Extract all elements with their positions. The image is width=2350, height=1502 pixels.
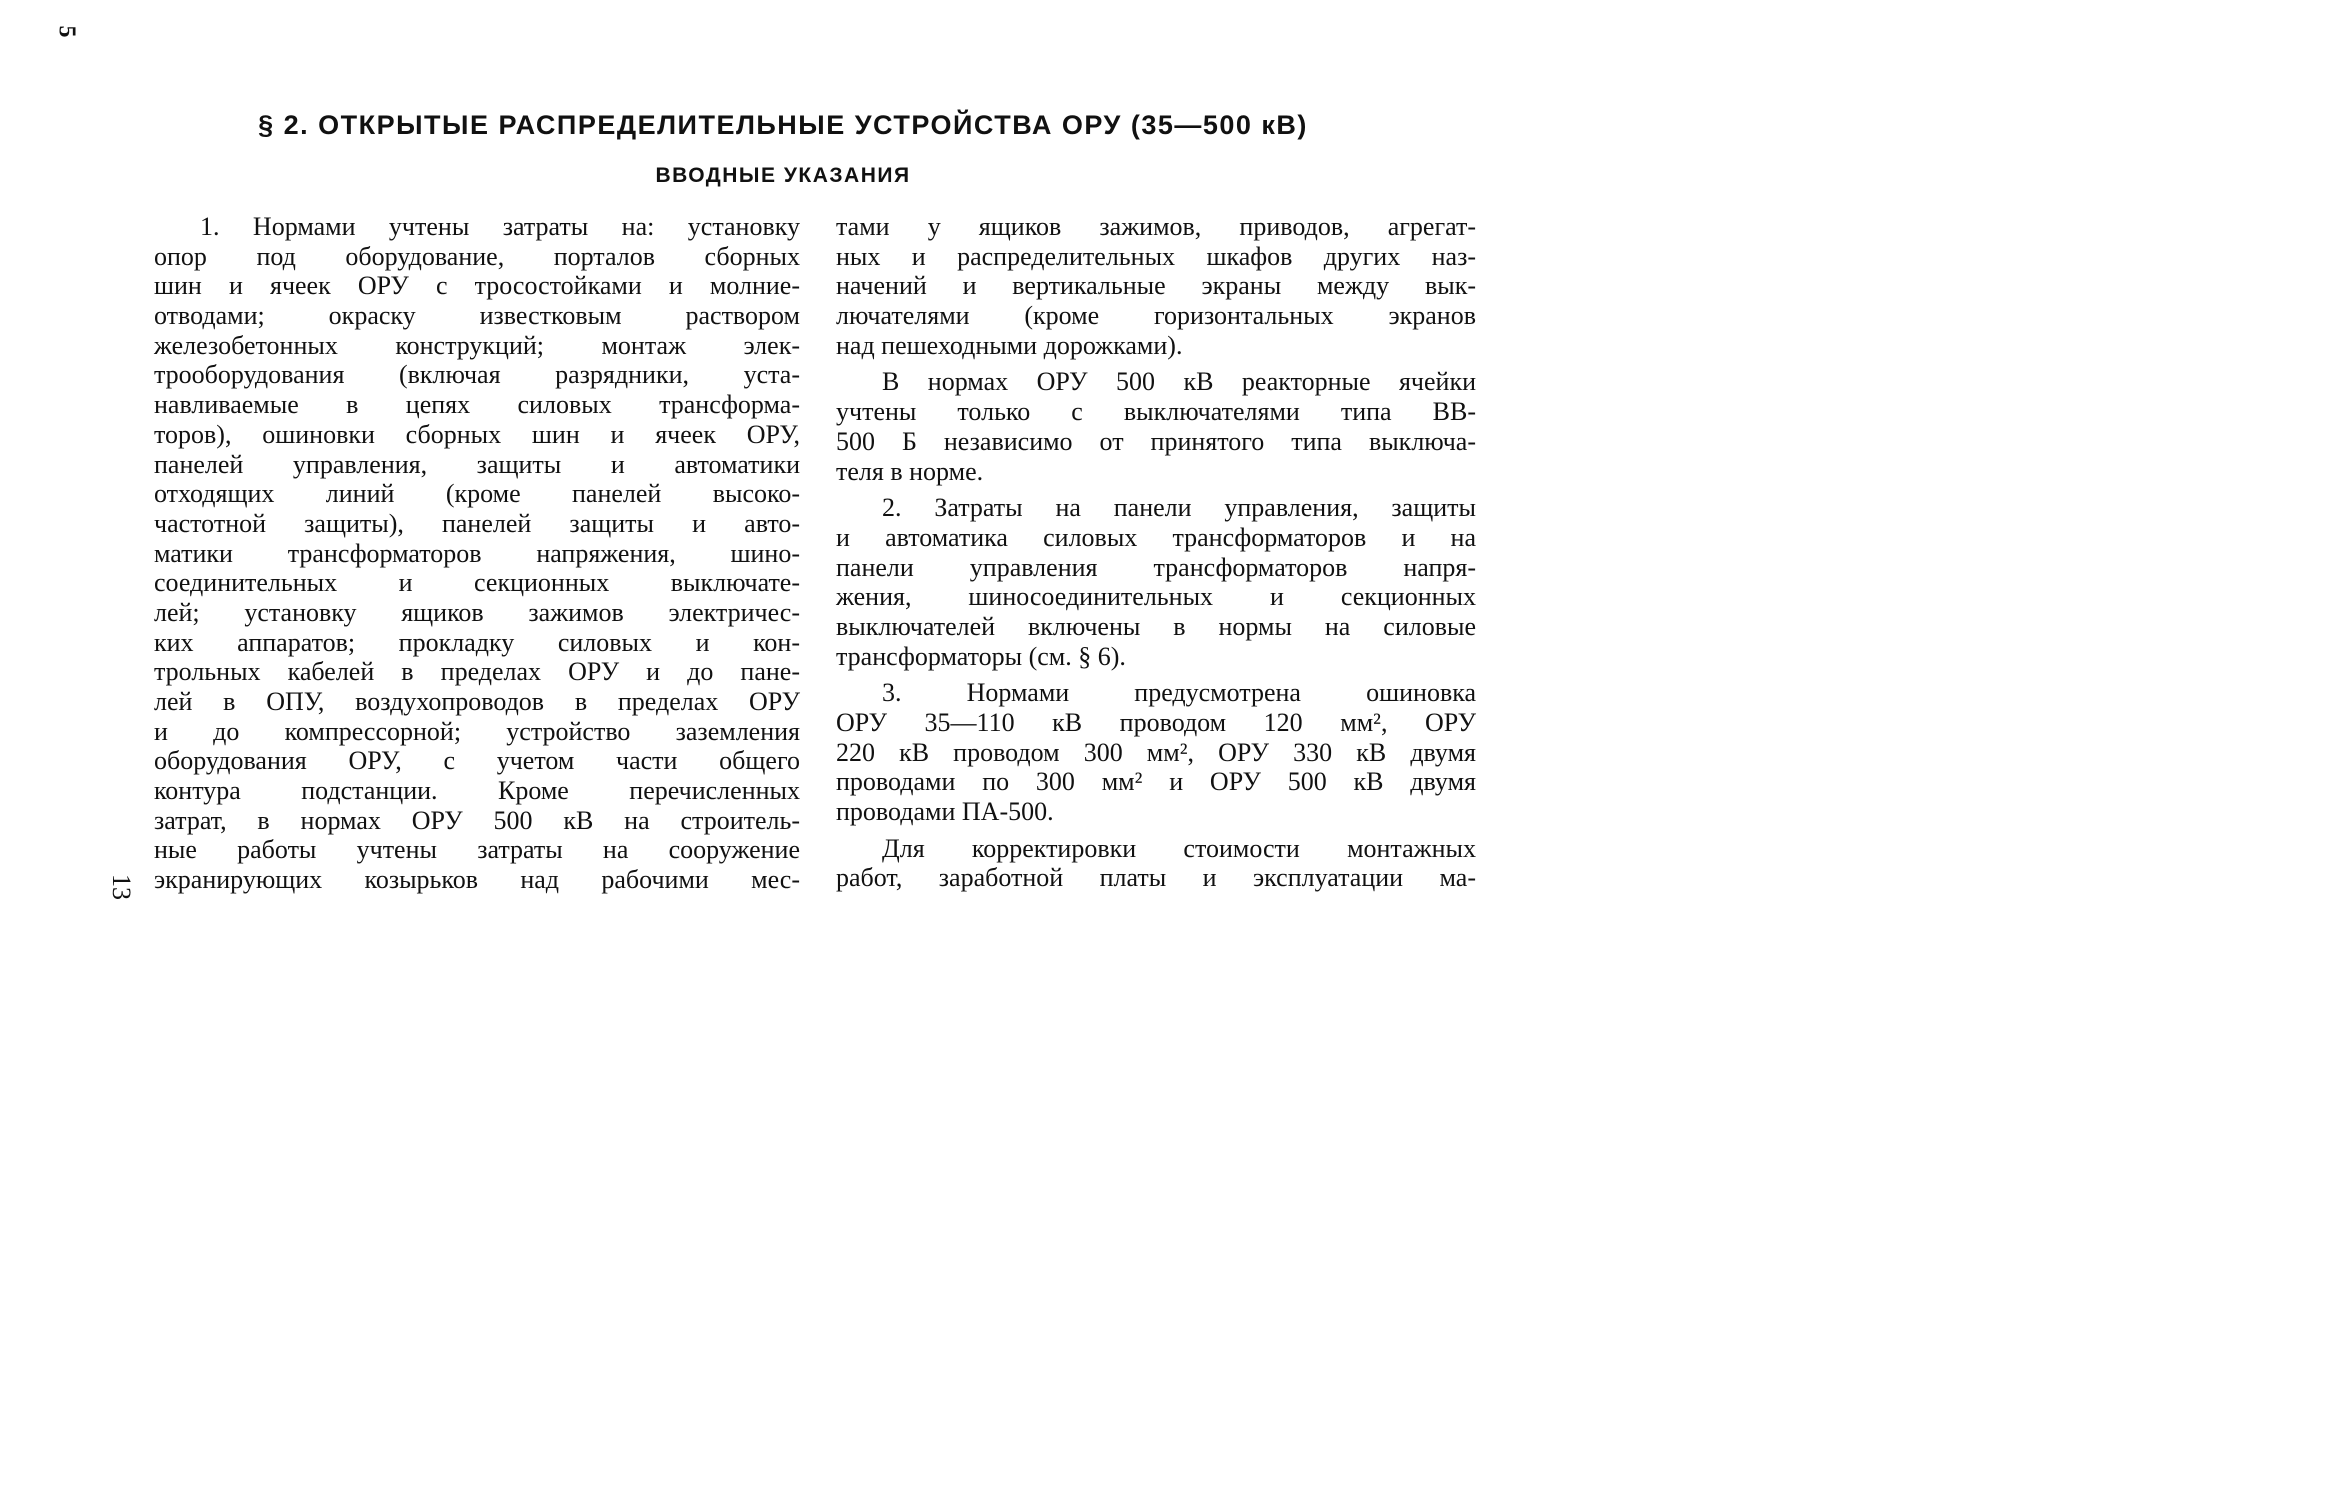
text-line: трансформаторы (см. § 6). xyxy=(836,641,1126,671)
text-line: ОРУ 35—110 кВ проводом 120 мм², ОРУ xyxy=(836,708,1476,737)
text-line: проводами по 300 мм² и ОРУ 500 кВ двумя xyxy=(836,767,1476,797)
text-line: отводами; окраску известковым раствором xyxy=(154,301,800,331)
text-line: начений и вертикальные экраны между вык- xyxy=(836,271,1476,301)
text-line: 3. Нормами предусмотрена ошиновка xyxy=(882,678,1476,708)
text-line: над пешеходными дорожками). xyxy=(836,330,1183,360)
text-line: теля в норме. xyxy=(836,456,984,486)
text-line: трооборудования (включая разрядники, уста- xyxy=(154,360,800,390)
text-line: ные работы учтены затраты на сооружение xyxy=(154,835,800,865)
text-line: В нормах ОРУ 500 кВ реакторные ячейки xyxy=(882,367,1476,397)
text-line: выключателей включены в нормы на силовые xyxy=(836,611,1476,641)
right-text-column xyxy=(836,212,1476,893)
text-line: торов), ошиновки сборных шин и ячеек ОРУ, xyxy=(154,419,800,449)
text-line: лей; установку ящиков зажимов электричес- xyxy=(154,597,800,627)
paragraph-gap xyxy=(836,486,1476,493)
text-line: экранирующих козырьков над рабочими мес- xyxy=(154,865,800,895)
left-text-column xyxy=(154,212,800,895)
text-line: тами у ящиков зажимов, приводов, агрегат- xyxy=(836,212,1476,241)
text-line: отходящих линий (кроме панелей высоко- xyxy=(154,479,800,509)
section-heading: § 2. ОТКРЫТЫЕ РАСПРЕДЕЛИТЕЛЬНЫЕ УСТРОЙСТВА ОРУ (35—500 кВ) xyxy=(258,110,1308,140)
text-line: лючателями (кроме горизонтальных экранов xyxy=(836,301,1476,331)
text-line: опор под оборудование, порталов сборных xyxy=(154,241,800,271)
text-line: панелей управления, защиты и автоматики xyxy=(154,449,800,479)
text-line: 2. Затраты на панели управления, защиты xyxy=(882,493,1476,523)
text-line: 1. Нормами учтены затраты на: установку xyxy=(200,212,800,241)
text-line: Для корректировки стоимости монтажных xyxy=(882,833,1476,863)
text-line: 220 кВ проводом 300 мм², ОРУ 330 кВ двумя xyxy=(836,737,1476,767)
text-line: и автоматика силовых трансформаторов и на xyxy=(836,522,1476,552)
text-line: матики трансформаторов напряжения, шино- xyxy=(154,538,800,568)
text-line: учтены только с выключателями типа ВВ- xyxy=(836,397,1476,427)
text-line: шин и ячеек ОРУ с тросостойками и молние- xyxy=(154,271,800,301)
text-line: панели управления трансформаторов напря- xyxy=(836,552,1476,582)
text-line: соединительных и секционных выключате- xyxy=(154,568,800,598)
text-line: жения, шиносоединительных и секционных xyxy=(836,582,1476,612)
text-line: 500 Б независимо от принятого типа выключа- xyxy=(836,426,1476,456)
text-line: ных и распределительных шкафов других наз- xyxy=(836,241,1476,271)
text-line: ких аппаратов; прокладку силовых и кон- xyxy=(154,627,800,657)
text-line: контура подстанции. Кроме перечисленных xyxy=(154,776,800,806)
text-line: и до компрессорной; устройство заземления xyxy=(154,716,800,746)
text-line: железобетонных конструкций; монтаж элек- xyxy=(154,330,800,360)
paragraph-gap xyxy=(836,360,1476,367)
text-line: частотной защиты), панелей защиты и авто- xyxy=(154,508,800,538)
section-subheading: ВВОДНЫЕ УКАЗАНИЯ xyxy=(655,164,911,187)
text-line: трольных кабелей в пределах ОРУ и до пане- xyxy=(154,657,800,687)
paragraph-gap xyxy=(836,827,1476,834)
text-line: лей в ОПУ, воздухопроводов в пределах ОРУ xyxy=(154,687,800,716)
text-line: проводами ПА-500. xyxy=(836,797,1054,827)
text-line: навливаемые в цепях силовых трансформа- xyxy=(154,390,800,420)
page-number: 13 xyxy=(107,874,136,900)
text-line: затрат, в нормах ОРУ 500 кВ на строитель- xyxy=(154,805,800,835)
corner-page-mark: 5 xyxy=(53,25,80,38)
text-line: оборудования ОРУ, с учетом части общего xyxy=(154,746,800,776)
paragraph-gap xyxy=(836,671,1476,678)
text-line: работ, заработной платы и эксплуатации ма- xyxy=(836,863,1476,893)
